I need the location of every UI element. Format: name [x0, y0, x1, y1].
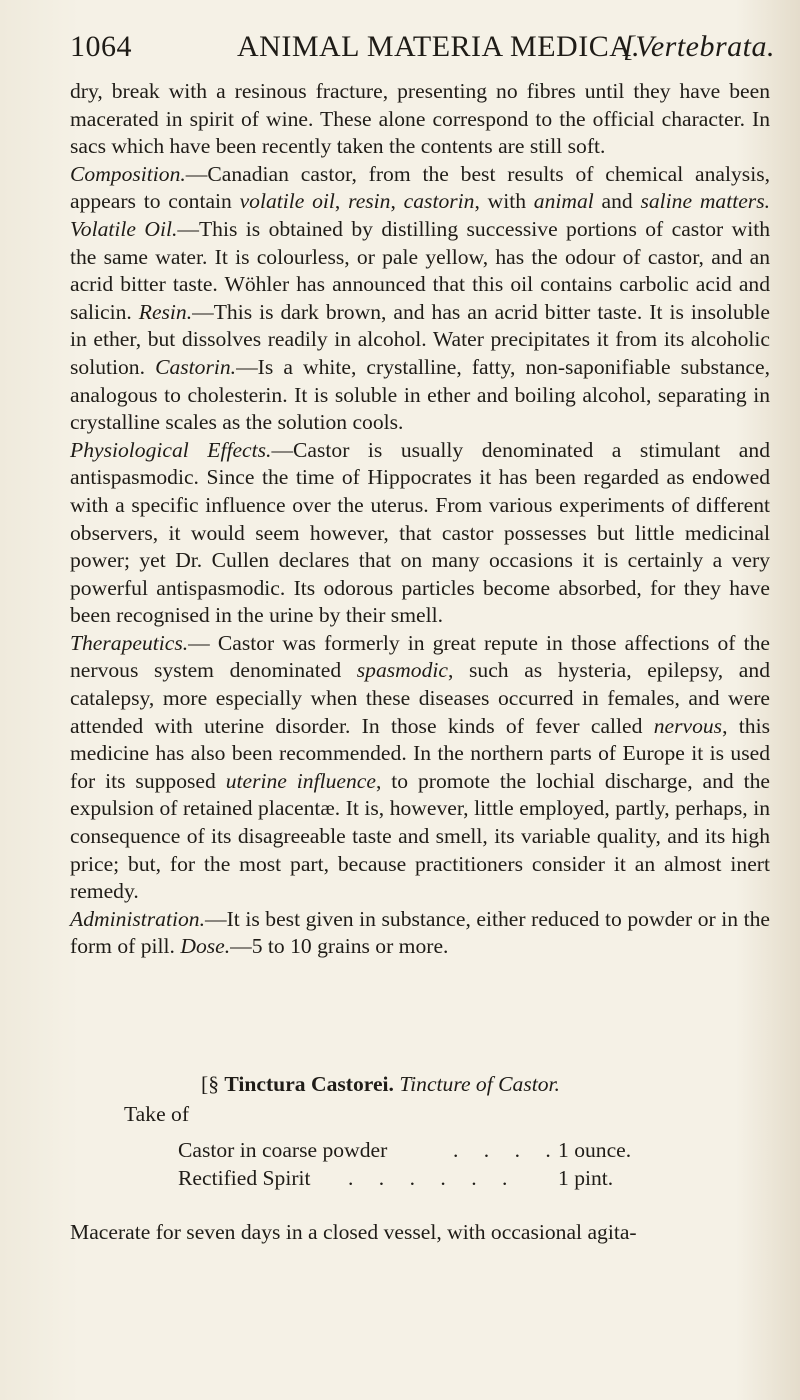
paragraph-physiological: [70, 437, 770, 630]
page-number: 1064: [70, 30, 132, 63]
therapeutics-text-a: — Castor was formerly in great repute in those affections of the nervous system denominated: [70, 630, 770, 683]
composition-text-c: and: [593, 189, 641, 214]
term-volatile-oil: volatile oil: [239, 189, 335, 214]
take-of-label: Take of: [124, 1102, 190, 1126]
recipe-bracket: [§: [201, 1072, 225, 1096]
heading-composition: Composition.: [70, 161, 186, 186]
term-animal: animal: [533, 189, 594, 214]
term-nervous: nervous: [653, 713, 723, 738]
paragraph-therapeutics: [70, 630, 770, 906]
separator: ,: [334, 189, 349, 214]
recipe-instruction: Macerate for seven days in a closed vessel, with occasional agita-: [70, 1220, 637, 1244]
ingredient-name: Castor in coarse powder: [178, 1138, 388, 1162]
therapeutics-text-b: , such as hysteria, epilepsy, and catalepsy, more especially when these diseases occurred in females, and were attended with uterine disorder. In those kinds of fever called: [70, 658, 770, 738]
term-spasmodic: spasmodic: [356, 658, 448, 683]
composition-text-b: , with: [474, 189, 534, 214]
term-saline-matters: saline matters.: [640, 189, 770, 214]
therapeutics-text-c: , this medicine has also been recommended. In the northern parts of Europe it is used for its supposed: [70, 713, 770, 793]
dose-text: —5 to 10 grains or more.: [230, 934, 449, 959]
running-title: ANIMAL MATERIA MEDICA.: [237, 30, 640, 63]
term-resin: resin: [348, 189, 391, 214]
recipe-english-name: Tincture of Castor.: [399, 1072, 560, 1096]
ingredient-name: Rectified Spirit: [178, 1166, 311, 1190]
section-label-text: [Vertebrata.: [623, 30, 775, 63]
composition-text-a: —Canadian castor, from the best results of chemical analysis, appears to contain: [70, 161, 770, 214]
leader-dots: . . . . . .: [348, 1166, 518, 1190]
paragraph-administration: [70, 906, 770, 961]
recipe-title: [201, 1072, 560, 1097]
heading-volatile-oil: Volatile Oil.: [70, 216, 178, 241]
paragraph-intro: dry, break with a resinous fracture, presenting no fibres until they have been macerated in spirit of wine. These alone correspond to the official character. In sacs which have been recently taken the contents are still soft.: [70, 79, 770, 159]
ingredient-quantity: 1 pint.: [558, 1166, 614, 1190]
body-text: [70, 78, 770, 961]
separator: ,: [390, 189, 404, 214]
administration-text: —It is best given in substance, either reduced to powder or in the form of pill.: [70, 906, 770, 959]
castorin-text: —Is a white, crystalline, fatty, non-saponifiable substance, analogous to cholesterin. It is soluble in ether and boiling alcohol, separating in crystalline scales as the solution cools.: [70, 354, 770, 435]
section-label: [623, 30, 775, 64]
heading-resin: Resin.: [138, 299, 193, 324]
heading-dose: Dose.: [180, 934, 231, 959]
term-uterine-influence: uterine influence: [225, 768, 376, 793]
physiological-text: —Castor is usually denominated a stimulant and antispasmodic. Since the time of Hippocrates it has been regarded as endowed with a specific influence over the uterus. From various experiments of different observers, it would seem however, that castor possesses but little medicinal power; yet Dr. Cullen declares that on many occasions it is certainly a very powerful antispasmodic. Its odorous particles become absorbed, for they have been recognised in the urine by their smell.: [70, 437, 770, 628]
running-header: [70, 30, 775, 74]
leader-dots: . . . .: [453, 1138, 561, 1162]
therapeutics-text-d: , to promote the lochial discharge, and the expulsion of retained placentæ. It is, however, little employed, partly, perhaps, in consequence of its disagreeable taste and smell, its variable quality, and its high price; but, for the most part, because practitioners consider it an almost inert remedy.: [70, 768, 770, 904]
term-castorin: castorin: [403, 189, 475, 214]
heading-therapeutics: Therapeutics.: [70, 630, 189, 655]
volatile-oil-text: —This is obtained by distilling successive portions of castor with the same water. It is colourless, or pale yellow, has the odour of castor, and an acrid bitter taste. Wöhler has announced that this oil contains carbolic acid and salicin.: [70, 216, 770, 324]
heading-physiological-effects: Physiological Effects.: [70, 437, 272, 462]
recipe-latin-name: Tinctura Castorei.: [224, 1072, 394, 1096]
ingredient-quantity: 1 ounce.: [558, 1138, 632, 1162]
paragraph-composition: [70, 161, 770, 437]
heading-administration: Administration.: [70, 906, 205, 931]
heading-castorin: Castorin.: [155, 354, 237, 379]
resin-text: —This is dark brown, and has an acrid bitter taste. It is insoluble in ether, but dissolves readily in alcohol. Water precipitates it from its alcoholic solution.: [70, 299, 770, 379]
